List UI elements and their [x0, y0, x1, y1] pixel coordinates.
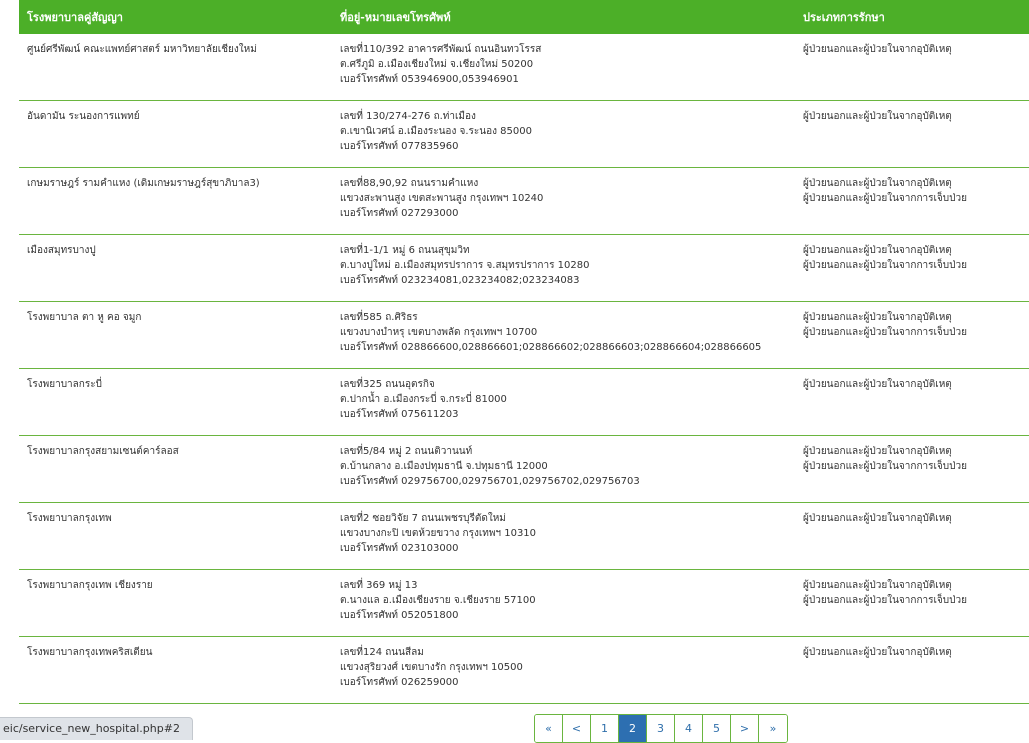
address-line: เลขที่88,90,92 ถนนรามคำแหง — [340, 178, 479, 189]
address-line: เบอร์โทรศัพท์ 053946900,053946901 — [340, 74, 519, 85]
hospital-name: อันดามัน ระนองการแพทย์ — [27, 111, 140, 122]
address-line: เลขที่585 ถ.ศิริธร — [340, 312, 418, 323]
hospital-name-cell — [19, 503, 332, 570]
hospital-name: โรงพยาบาลกรุงเทพ เชียงราย — [27, 580, 153, 591]
last-page-button[interactable]: » — [759, 715, 787, 742]
service-type: ผู้ป่วยนอกและผู้ป่วยในจากอุบัติเหตุ — [803, 379, 952, 390]
service-type: ผู้ป่วยนอกและผู้ป่วยในจากการเจ็บป่วย — [803, 193, 967, 204]
address-cell — [332, 235, 795, 302]
address-cell — [332, 34, 795, 101]
column-header-service: ประเภทการรักษา — [795, 0, 1029, 34]
address-line: เบอร์โทรศัพท์ 052051800 — [340, 610, 459, 621]
table-row — [19, 168, 1029, 235]
address-line: เลขที่ 369 หมู่ 13 — [340, 580, 418, 591]
table-row — [19, 302, 1029, 369]
service-type-cell — [795, 436, 1029, 503]
hospital-name-cell — [19, 302, 332, 369]
table-row — [19, 503, 1029, 570]
table-row — [19, 34, 1029, 101]
service-type: ผู้ป่วยนอกและผู้ป่วยในจากอุบัติเหตุ — [803, 513, 952, 524]
hospital-name: ศูนย์ศรีพัฒน์ คณะแพทย์ศาสตร์ มหาวิทยาลัยเชียงใหม่ — [27, 44, 257, 55]
table-row — [19, 369, 1029, 436]
page-1-button[interactable]: 1 — [591, 715, 619, 742]
address-cell — [332, 101, 795, 168]
page-2-button[interactable]: 2 — [619, 715, 647, 742]
previous-page-button[interactable]: < — [563, 715, 591, 742]
hospital-name: โรงพยาบาลกระบี่ — [27, 379, 102, 390]
address-line: แขวงสุริยวงศ์ เขตบางรัก กรุงเทพฯ 10500 — [340, 662, 523, 673]
service-type: ผู้ป่วยนอกและผู้ป่วยในจากอุบัติเหตุ — [803, 446, 952, 457]
address-line: เบอร์โทรศัพท์ 028866600,028866601;028866602;028866603;028866604;028866605 — [340, 342, 762, 353]
column-header-address: ที่อยู่-หมายเลขโทรศัพท์ — [332, 0, 795, 34]
service-type-cell — [795, 302, 1029, 369]
address-line: เลขที่124 ถนนสีลม — [340, 647, 424, 658]
address-line: เบอร์โทรศัพท์ 075611203 — [340, 409, 459, 420]
address-line: ต.ศรีภูมิ อ.เมืองเชียงใหม่ จ.เชียงใหม่ 50200 — [340, 59, 534, 70]
address-line: แขวงบางกะปิ เขตห้วยขวาง กรุงเทพฯ 10310 — [340, 528, 537, 539]
address-line: เบอร์โทรศัพท์ 029756700,029756701,029756702,029756703 — [340, 476, 640, 487]
service-type-cell — [795, 637, 1029, 704]
hospital-name: เมืองสมุทรบางปู — [27, 245, 96, 256]
service-type: ผู้ป่วยนอกและผู้ป่วยในจากอุบัติเหตุ — [803, 111, 952, 122]
service-type-cell — [795, 34, 1029, 101]
address-cell — [332, 168, 795, 235]
hospital-name-cell — [19, 101, 332, 168]
table-row — [19, 235, 1029, 302]
address-line: เบอร์โทรศัพท์ 023103000 — [340, 543, 459, 554]
address-line: แขวงสะพานสูง เขตสะพานสูง กรุงเทพฯ 10240 — [340, 193, 544, 204]
service-type: ผู้ป่วยนอกและผู้ป่วยในจากอุบัติเหตุ — [803, 178, 952, 189]
address-line: เลขที่1-1/1 หมู่ 6 ถนนสุขุมวิท — [340, 245, 470, 256]
page-4-button[interactable]: 4 — [675, 715, 703, 742]
hospital-table-container — [19, 0, 1029, 704]
address-line: ต.บางปูใหม่ อ.เมืองสมุทรปราการ จ.สมุทรปราการ 10280 — [340, 260, 590, 271]
service-type-cell — [795, 503, 1029, 570]
hospital-name: เกษมราษฎร์ รามคำแหง (เดิมเกษมราษฎร์สุขาภิบาล3) — [27, 178, 260, 189]
service-type-cell — [795, 235, 1029, 302]
service-type-cell — [795, 369, 1029, 436]
hospital-name: โรงพยาบาล ตา หู คอ จมูก — [27, 312, 142, 323]
hospital-name-cell — [19, 369, 332, 436]
table-row — [19, 637, 1029, 704]
address-line: เลขที่ 130/274-276 ถ.ท่าเมือง — [340, 111, 476, 122]
page-3-button[interactable]: 3 — [647, 715, 675, 742]
service-type-cell — [795, 168, 1029, 235]
service-type-cell — [795, 570, 1029, 637]
address-line: ต.นางแล อ.เมืองเชียงราย จ.เชียงราย 57100 — [340, 595, 536, 606]
address-line: เบอร์โทรศัพท์ 026259000 — [340, 677, 459, 688]
address-line: ต.ปากน้ำ อ.เมืองกระบี่ จ.กระบี่ 81000 — [340, 394, 507, 405]
address-cell — [332, 637, 795, 704]
table-row — [19, 436, 1029, 503]
address-line: ต.เขานิเวศน์ อ.เมืองระนอง จ.ระนอง 85000 — [340, 126, 532, 137]
address-line: เลขที่110/392 อาคารศรีพัฒน์ ถนนอินทวโรรส — [340, 44, 542, 55]
service-type: ผู้ป่วยนอกและผู้ป่วยในจากอุบัติเหตุ — [803, 312, 952, 323]
address-cell — [332, 570, 795, 637]
service-type: ผู้ป่วยนอกและผู้ป่วยในจากการเจ็บป่วย — [803, 327, 967, 338]
page-5-button[interactable]: 5 — [703, 715, 731, 742]
column-header-hospital: โรงพยาบาลคู่สัญญา — [19, 0, 332, 34]
service-type: ผู้ป่วยนอกและผู้ป่วยในจากการเจ็บป่วย — [803, 260, 967, 271]
table-body — [19, 34, 1029, 704]
address-line: เบอร์โทรศัพท์ 077835960 — [340, 141, 459, 152]
service-type: ผู้ป่วยนอกและผู้ป่วยในจากการเจ็บป่วย — [803, 595, 967, 606]
hospital-name-cell — [19, 570, 332, 637]
hospital-table — [19, 0, 1029, 704]
address-cell — [332, 302, 795, 369]
service-type: ผู้ป่วยนอกและผู้ป่วยในจากอุบัติเหตุ — [803, 647, 952, 658]
hospital-name-cell — [19, 34, 332, 101]
service-type: ผู้ป่วยนอกและผู้ป่วยในจากอุบัติเหตุ — [803, 245, 952, 256]
address-cell — [332, 503, 795, 570]
hospital-name: โรงพยาบาลกรุงสยามเซนต์คาร์ลอส — [27, 446, 179, 457]
address-line: เลขที่5/84 หมู่ 2 ถนนติวานนท์ — [340, 446, 473, 457]
hospital-name-cell — [19, 436, 332, 503]
hospital-name: โรงพยาบาลกรุงเทพ — [27, 513, 112, 524]
service-type: ผู้ป่วยนอกและผู้ป่วยในจากอุบัติเหตุ — [803, 44, 952, 55]
address-line: ต.บ้านกลาง อ.เมืองปทุมธานี จ.ปทุมธานี 12000 — [340, 461, 548, 472]
next-page-button[interactable]: > — [731, 715, 759, 742]
address-cell — [332, 369, 795, 436]
address-line: เลขที่2 ซอยวิจัย 7 ถนนเพชรบุรีตัดใหม่ — [340, 513, 506, 524]
address-line: เบอร์โทรศัพท์ 027293000 — [340, 208, 459, 219]
header-row — [19, 0, 1029, 34]
table-row — [19, 570, 1029, 637]
hospital-name-cell — [19, 637, 332, 704]
address-line: เบอร์โทรศัพท์ 023234081,023234082;023234083 — [340, 275, 580, 286]
status-bar-url: eic/service_new_hospital.php#2 — [0, 717, 193, 740]
service-type: ผู้ป่วยนอกและผู้ป่วยในจากอุบัติเหตุ — [803, 580, 952, 591]
address-cell — [332, 436, 795, 503]
pagination — [534, 714, 788, 743]
table-header — [19, 0, 1029, 34]
address-line: เลขที่325 ถนนอุตรกิจ — [340, 379, 435, 390]
first-page-button[interactable]: « — [535, 715, 563, 742]
table-row — [19, 101, 1029, 168]
service-type: ผู้ป่วยนอกและผู้ป่วยในจากการเจ็บป่วย — [803, 461, 967, 472]
service-type-cell — [795, 101, 1029, 168]
hospital-name-cell — [19, 168, 332, 235]
hospital-name: โรงพยาบาลกรุงเทพคริสเตียน — [27, 647, 153, 658]
address-line: แขวงบางบำหรุ เขตบางพลัด กรุงเทพฯ 10700 — [340, 327, 538, 338]
hospital-name-cell — [19, 235, 332, 302]
